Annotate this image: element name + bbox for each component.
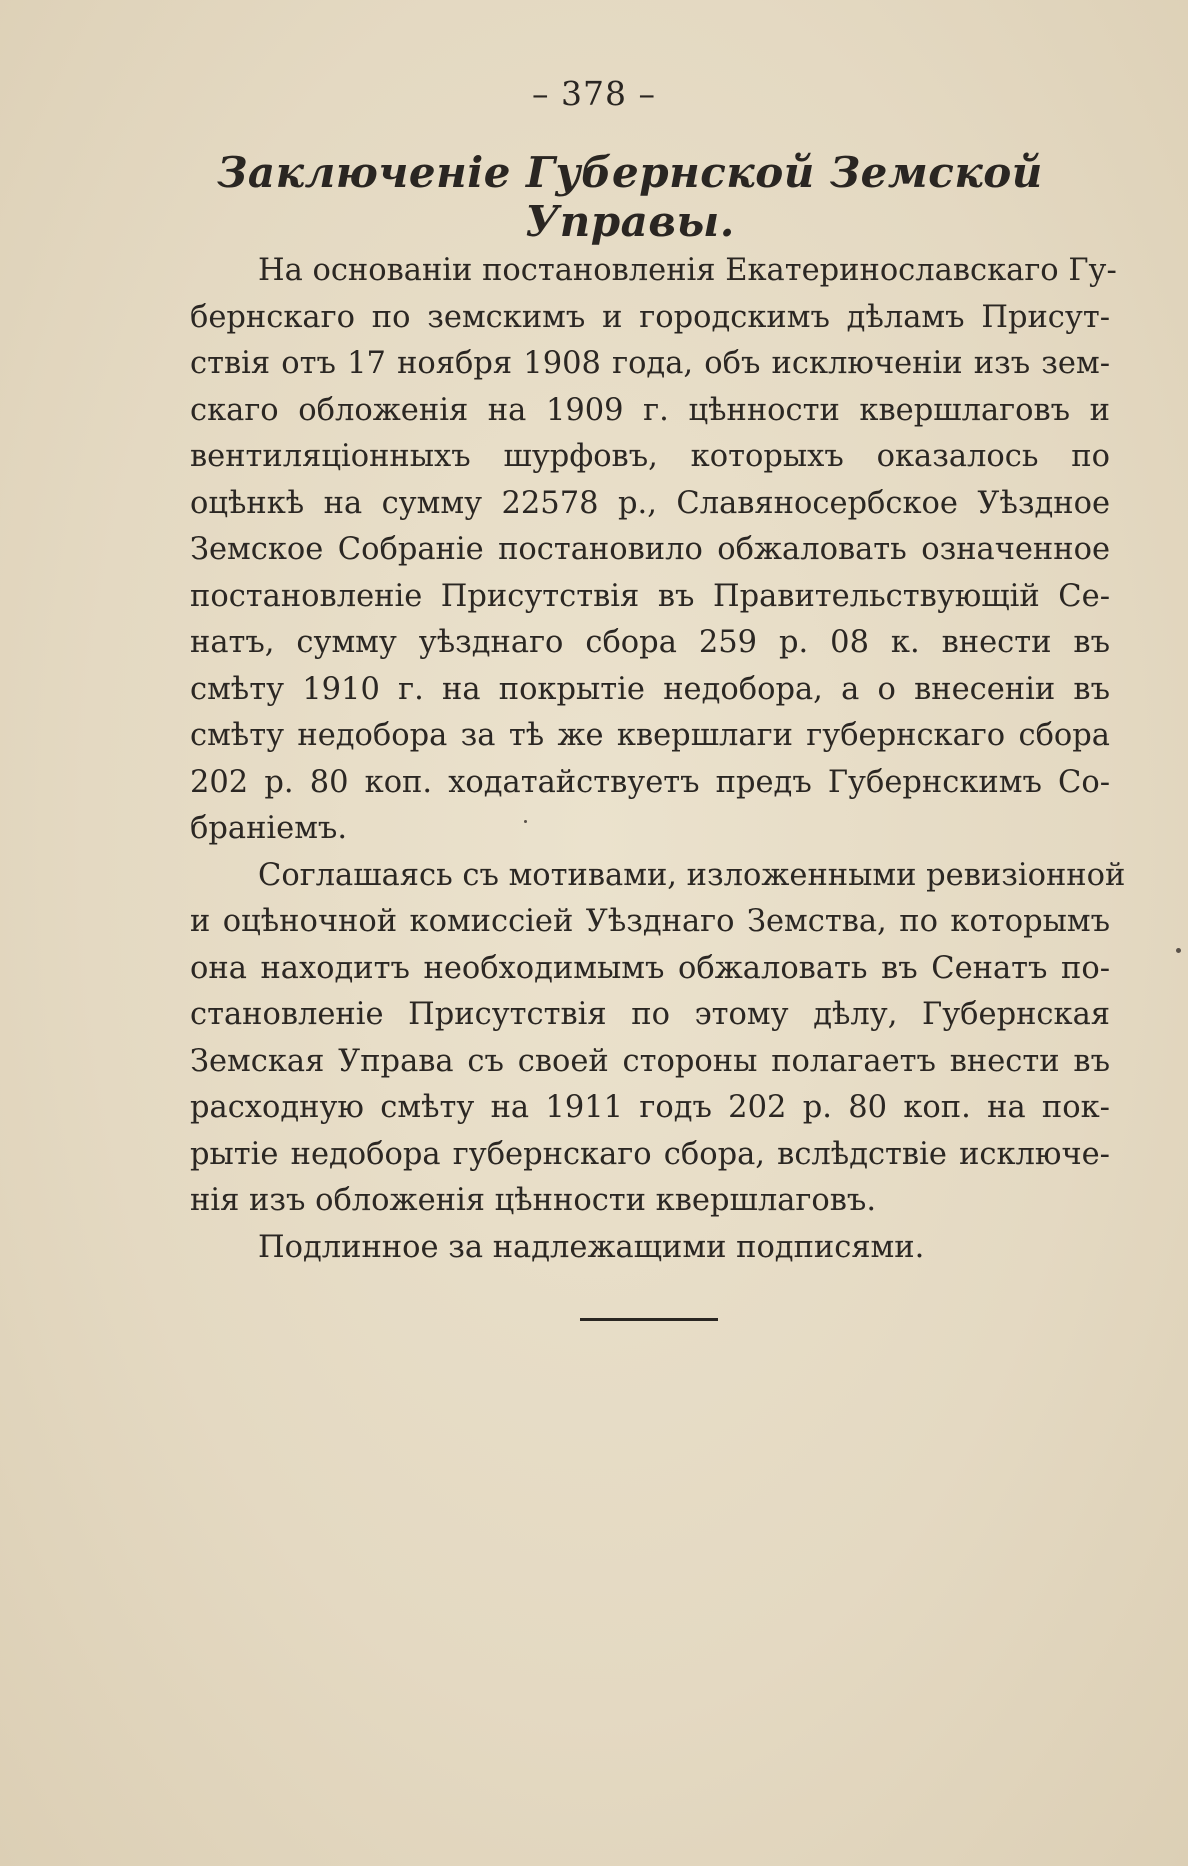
paper-speck [1176,948,1181,953]
paper-speck [524,820,527,823]
text-line: рытіе недобора губернскаго сбора, вслѣдствіе исключе- [190,1136,1110,1172]
text-line: скаго обложенія на 1909 г. цѣнности квершлаговъ и [190,392,1110,428]
text-line: вентиляціонныхъ шурфовъ, которыхъ оказалось по [190,439,1110,474]
document-title: Заключеніе Губернской Земской Управы. [217,148,1043,246]
text-line: браніемъ. [190,811,348,846]
text-line: Соглашаясь съ мотивами, изложенными ревизіонной [258,857,1126,893]
text-line: Подлинное за надлежащими подписями. [258,1229,925,1265]
text-line: и оцѣночной комиссіей Уѣзднаго Земства, по которымъ [190,904,1110,939]
text-line: смѣту 1910 г. на покрытіе недобора, а о внесеніи въ [190,671,1110,707]
closing-rule [580,1318,718,1321]
text-line: Земское Собраніе постановило обжаловать означенное [190,532,1110,567]
text-line: ствія отъ 17 ноября 1908 года, объ исключеніи изъ зем- [190,346,1110,381]
text-line: натъ, сумму уѣзднаго сбора 259 р. 08 к. внести въ [190,625,1110,660]
text-line: она находитъ необходимымъ обжаловать въ Сенатъ по- [190,950,1110,986]
text-line: Земская Управа съ своей стороны полагаетъ внести въ [190,1043,1110,1079]
text-line: оцѣнкѣ на сумму 22578 р., Славяносербское Уѣздное [190,485,1110,521]
text-line: нія изъ обложенія цѣнности квершлаговъ. [190,1183,877,1218]
text-line: 202 р. 80 коп. ходатайствуетъ предъ Губернскимъ Со- [190,764,1110,800]
paragraph-1 [190,248,1117,853]
text-line: На основаніи постановленія Екатеринославскаго Гу- [258,253,1117,288]
text-line: расходную смѣту на 1911 годъ 202 р. 80 коп. на пок- [190,1090,1110,1125]
paragraph-2 [190,853,1126,1225]
text-line: постановленіе Присутствія въ Правительствующій Се- [190,578,1110,614]
paragraph-3 [190,1225,1110,1272]
page-number: – 378 – [532,74,656,113]
body-text [190,248,1126,1271]
text-line: бернскаго по земскимъ и городскимъ дѣламъ Присут- [190,299,1110,335]
text-line: становленіе Присутствія по этому дѣлу, Губернская [190,997,1110,1032]
text-line: смѣту недобора за тѣ же квершлаги губернскаго сбора [190,718,1110,753]
